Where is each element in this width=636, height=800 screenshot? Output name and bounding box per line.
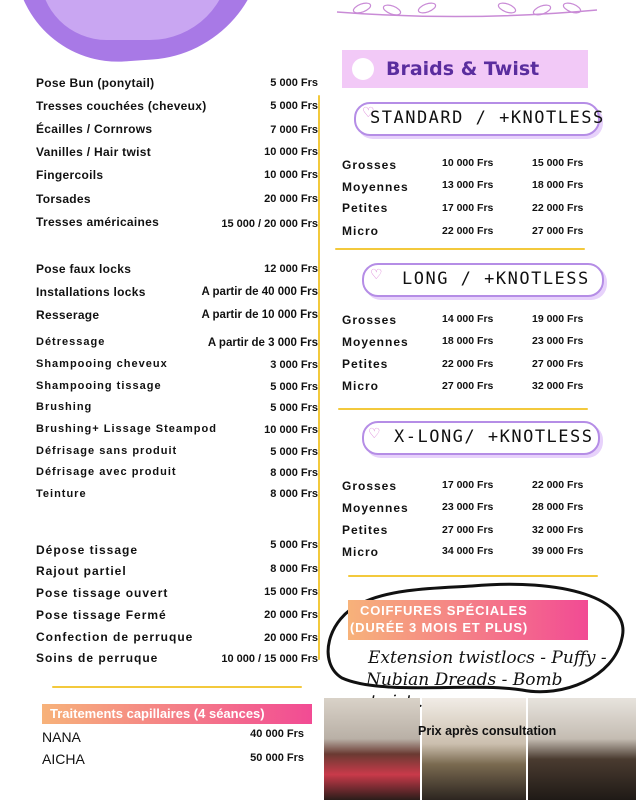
service-name: Fingercoils <box>36 168 104 182</box>
price-regular: 27 000 Frs <box>442 380 494 392</box>
service-name: Installations locks <box>36 285 146 299</box>
service-price: 5 000 Frs <box>270 100 318 112</box>
size-label: Petites <box>342 357 389 371</box>
service-price: 8 000 Frs <box>270 563 318 575</box>
service-price: 15 000 / 20 000 Frs <box>221 218 318 230</box>
service-name: Vanilles / Hair twist <box>36 145 152 159</box>
service-name: Pose tissage Fermé <box>36 608 167 622</box>
service-price: 5 000 Frs <box>270 446 318 458</box>
service-name: Défrisage avec produit <box>36 466 177 478</box>
service-price: A partir de 3 000 Frs <box>207 337 318 349</box>
service-price: 20 000 Frs <box>264 193 318 205</box>
service-price: 8 000 Frs <box>270 488 318 500</box>
service-name: Détressage <box>36 336 106 348</box>
price-knotless: 28 000 Frs <box>532 501 584 513</box>
service-name: Pose tissage ouvert <box>36 586 169 600</box>
service-name: Brushing+ Lissage Steampod <box>36 423 217 435</box>
size-label: Micro <box>342 545 380 559</box>
treatment-name: NANA <box>42 729 81 745</box>
price-regular: 22 000 Frs <box>442 225 494 237</box>
size-label: Moyennes <box>342 335 409 349</box>
service-price: 5 000 Frs <box>270 539 318 551</box>
yellow-divider-2 <box>338 408 588 410</box>
service-price: 10 000 Frs <box>264 146 318 158</box>
service-price: A partir de 40 000 Frs <box>201 286 318 298</box>
price-knotless: 15 000 Frs <box>532 157 584 169</box>
service-name: Tresses américaines <box>36 215 160 229</box>
price-regular: 18 000 Frs <box>442 335 494 347</box>
section-label: X-LONG/ +KNOTLESS <box>394 427 594 447</box>
service-name: Torsades <box>36 192 91 206</box>
service-price: 10 000 Frs <box>264 169 318 181</box>
yellow-divider-vertical <box>318 95 320 660</box>
service-name: Écailles / Cornrows <box>36 122 153 136</box>
heart-icon: ♡ <box>370 266 383 282</box>
service-price: 3 000 Frs <box>270 359 318 371</box>
service-name: Resserage <box>36 308 100 322</box>
size-label: Micro <box>342 379 380 393</box>
heart-icon: ♡ <box>368 425 381 441</box>
price-regular: 14 000 Frs <box>442 313 494 325</box>
price-regular: 17 000 Frs <box>442 479 494 491</box>
service-name: Shampooing cheveux <box>36 358 168 370</box>
photo-twists <box>422 698 526 800</box>
service-price: 20 000 Frs <box>264 609 318 621</box>
service-price: 12 000 Frs <box>264 263 318 275</box>
service-price: 20 000 Frs <box>264 632 318 644</box>
price-regular: 10 000 Frs <box>442 157 494 169</box>
size-label: Grosses <box>342 479 398 493</box>
service-price: A partir de 10 000 Frs <box>201 309 318 321</box>
price-knotless: 22 000 Frs <box>532 479 584 491</box>
photo-locs <box>528 698 636 800</box>
price-regular: 22 000 Frs <box>442 358 494 370</box>
circle-icon <box>352 58 374 80</box>
price-knotless: 19 000 Frs <box>532 313 584 325</box>
service-name: Shampooing tissage <box>36 380 162 392</box>
leaf-branch-decoration <box>332 0 602 22</box>
consultation-note: Prix après consultation <box>418 724 557 738</box>
service-price: 10 000 Frs <box>264 424 318 436</box>
price-knotless: 27 000 Frs <box>532 358 584 370</box>
service-price: 8 000 Frs <box>270 467 318 479</box>
price-knotless: 27 000 Frs <box>532 225 584 237</box>
service-price: 10 000 / 15 000 Frs <box>221 653 318 665</box>
service-name: Confection de perruque <box>36 630 194 644</box>
service-price: 5 000 Frs <box>270 381 318 393</box>
price-knotless: 32 000 Frs <box>532 380 584 392</box>
service-name: Brushing <box>36 401 93 413</box>
price-regular: 13 000 Frs <box>442 179 494 191</box>
price-knotless: 39 000 Frs <box>532 545 584 557</box>
treatment-price: 50 000 Frs <box>250 752 304 764</box>
yellow-divider-3 <box>348 575 598 577</box>
yellow-divider-1 <box>335 248 585 250</box>
price-knotless: 32 000 Frs <box>532 524 584 536</box>
special-title: COIFFURES SPÉCIALES <box>360 603 528 618</box>
section-label: STANDARD / +KNOTLESS <box>370 108 605 128</box>
section-label: LONG / +KNOTLESS <box>402 269 590 289</box>
special-list-line-1: Extension twistlocs - Puffy - <box>368 648 607 668</box>
treatment-name: AICHA <box>42 751 85 767</box>
hairstyle-photos <box>324 698 636 800</box>
service-name: Pose Bun (ponytail) <box>36 76 155 90</box>
service-price: 15 000 Frs <box>264 586 318 598</box>
service-name: Pose faux locks <box>36 262 132 276</box>
size-label: Petites <box>342 201 389 215</box>
size-label: Moyennes <box>342 501 409 515</box>
service-name: Tresses couchées (cheveux) <box>36 99 207 113</box>
price-regular: 17 000 Frs <box>442 202 494 214</box>
service-price: 7 000 Frs <box>270 124 318 136</box>
service-name: Teinture <box>36 488 87 500</box>
heart-icon: ♡ <box>362 104 375 120</box>
price-knotless: 23 000 Frs <box>532 335 584 347</box>
service-price: 5 000 Frs <box>270 402 318 414</box>
size-label: Micro <box>342 224 380 238</box>
photo-braids-red <box>324 698 420 800</box>
treatments-title: Traitements capillaires (4 séances) <box>50 706 265 721</box>
service-name: Rajout partiel <box>36 564 127 578</box>
size-label: Petites <box>342 523 389 537</box>
size-label: Moyennes <box>342 180 409 194</box>
size-label: Grosses <box>342 158 398 172</box>
service-price: 5 000 Frs <box>270 77 318 89</box>
price-regular: 34 000 Frs <box>442 545 494 557</box>
special-list-line-2: Nubian Dreads - Bomb <box>366 670 563 690</box>
yellow-underline-bottom <box>52 686 302 688</box>
treatment-price: 40 000 Frs <box>250 728 304 740</box>
price-knotless: 22 000 Frs <box>532 202 584 214</box>
price-knotless: 18 000 Frs <box>532 179 584 191</box>
service-name: Dépose tissage <box>36 543 139 557</box>
price-regular: 23 000 Frs <box>442 501 494 513</box>
braids-title: Braids & Twist <box>386 58 540 80</box>
special-subtitle: (DURÉE 3 MOIS ET PLUS) <box>350 620 528 635</box>
price-regular: 27 000 Frs <box>442 524 494 536</box>
service-name: Soins de perruque <box>36 651 159 665</box>
service-name: Défrisage sans produit <box>36 445 178 457</box>
size-label: Grosses <box>342 313 398 327</box>
